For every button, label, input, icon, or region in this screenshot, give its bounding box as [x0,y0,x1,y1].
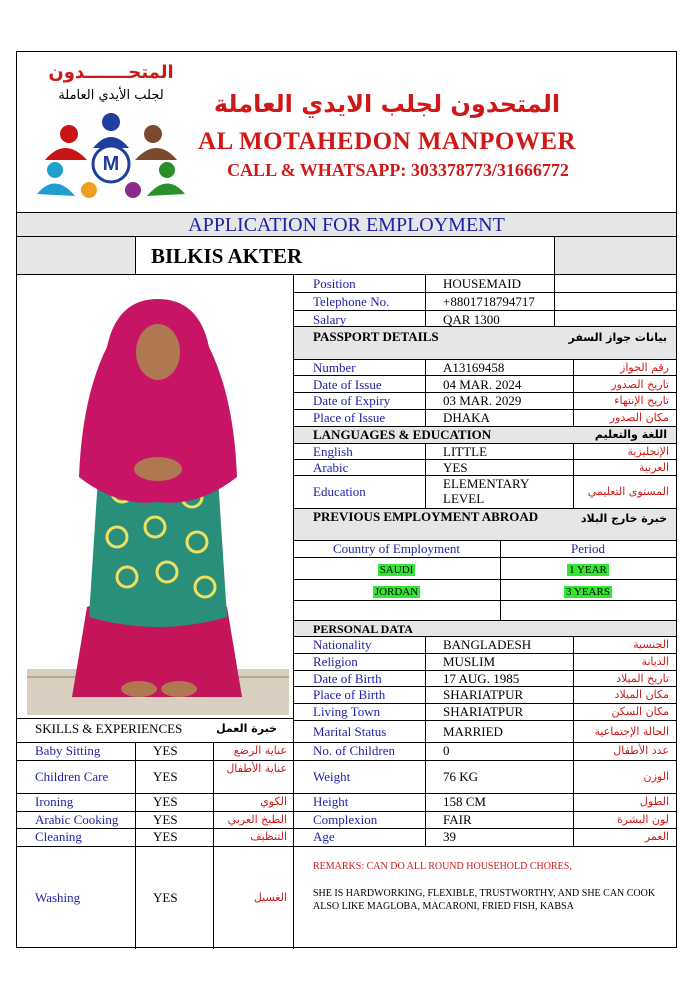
age-ar: العمر [644,830,669,843]
skills-heading: SKILLS & EXPERIENCES [35,721,183,736]
skills-heading-ar: خبرة العمل [216,722,277,735]
name-left-band [17,237,135,275]
employment-country-jordan: JORDAN [374,586,419,598]
position-value: HOUSEMAID [443,276,521,291]
marital-status-value: MARRIED [443,724,503,739]
employment-period-saudi: 1 YEAR [569,564,607,576]
birth-date-value: 17 AUG. 1985 [443,671,520,686]
place-of-issue-ar: مكان الصدور [609,411,669,424]
complexion-value: FAIR [443,812,472,827]
candidate-name: BILKIS AKTER [151,244,303,268]
children-ar: عدد الأطفال [613,744,669,757]
employment-country-saudi: SAUDI [379,564,414,576]
cleaning-ar: التنظيف [250,830,287,843]
weight-ar: الوزن [643,770,669,783]
application-form [16,51,677,948]
place-of-issue-value: DHAKA [443,410,490,425]
company-title-english: AL MOTAHEDON MANPOWER [197,128,577,155]
passport-heading: PASSPORT DETAILS [313,329,439,344]
candidate-photo [27,277,289,715]
arabic-cooking-value: YES [153,812,178,827]
age-value: 39 [443,829,456,844]
arabic-ar: العربية [638,461,669,474]
height-ar: الطول [639,795,669,808]
expiry-date-label: Date of Expiry [313,393,391,408]
religion-ar: الديانة [641,655,669,668]
washing-ar: الغسيل [253,891,287,904]
birth-place-ar: مكان الميلاد [614,688,669,701]
religion-value: MUSLIM [443,654,496,669]
company-logo [31,58,191,208]
height-value: 158 CM [443,794,486,809]
name-right-band [555,237,676,275]
logo-letter: M [102,153,120,175]
cleaning-label: Cleaning [35,829,82,844]
height-label: Height [313,794,349,809]
ironing-value: YES [153,794,178,809]
employment-row-1-period [500,560,676,578]
passport-number-value: A13169458 [443,360,505,375]
education-value: ELEMENTARY LEVEL [443,476,529,506]
employment-row-1-country [293,560,500,578]
application-title: APPLICATION FOR EMPLOYMENT [188,214,505,236]
telephone-value: +8801718794717 [443,294,535,309]
education-label: Education [313,484,366,499]
employment-country-header: Country of Employment [332,541,461,556]
personal-heading: PERSONAL DATA [313,622,413,636]
birth-date-label: Date of Birth [313,671,382,686]
position-label: Position [313,276,356,291]
complexion-label: Complexion [313,812,378,827]
living-town-ar: مكان السكن [611,705,669,718]
religion-label: Religion [313,654,358,669]
complexion-ar: لون البشرة [617,813,669,826]
arabic-label: Arabic [313,460,349,475]
telephone-label: Telephone No. [313,294,390,309]
english-label: English [313,444,353,459]
weight-value: 76 KG [443,769,479,784]
issue-date-value: 04 MAR. 2024 [443,377,522,392]
ironing-label: Ironing [35,794,74,809]
arabic-value: YES [443,460,468,475]
remarks-line1: REMARKS: CAN DO ALL ROUND HOUSEHOLD CHORES, [313,861,572,872]
salary-value: QAR 1300 [443,312,500,327]
employment-period-jordan: 3 YEARS [566,586,610,598]
salary-label: Salary [313,312,347,327]
logo-arabic-line1: المتحـــــــدون [48,62,174,83]
nationality-ar: الجنسية [633,638,669,651]
baby-sitting-label: Baby Sitting [35,743,101,758]
cleaning-value: YES [153,829,178,844]
languages-heading: LANGUAGES & EDUCATION [313,427,492,442]
age-label: Age [313,829,335,844]
company-title-arabic: المتحدون لجلب الايدي العاملة [213,90,561,118]
remarks-line2: SHE IS HARDWORKING, FLEXIBLE, TRUSTWORTHY, AND SHE CAN COOK ALSO LIKE MAGLOBA, MACARONI, FRIED FISH, KABSA [313,888,656,912]
arabic-cooking-label: Arabic Cooking [35,812,119,827]
issue-date-ar: تاريخ الصدور [611,378,669,391]
nationality-value: BANGLADESH [443,637,532,652]
employment-row-2-period [500,582,676,600]
company-contact: CALL & WHATSAPP: 303378773/31666772 [227,160,569,180]
employment-heading: PREVIOUS EMPLOYMENT ABROAD [313,509,539,524]
children-care-value: YES [153,769,178,784]
arabic-cooking-ar: الطبخ العربي [227,813,287,826]
baby-sitting-value: YES [153,743,178,758]
english-value: LITTLE [443,444,488,459]
logo-arabic-line2: لجلب الأيدي العاملة [58,88,164,103]
expiry-date-ar: تاريخ الإنتهاء [614,394,669,407]
issue-date-label: Date of Issue [313,377,382,392]
passport-number-label: Number [313,360,356,375]
weight-label: Weight [313,769,351,784]
washing-value: YES [153,890,178,905]
baby-sitting-ar: عناية الرضع [233,744,287,757]
marital-status-ar: الحالة الإجتماعية [594,725,669,738]
children-label: No. of Children [313,743,395,758]
education-ar: المستوى التعليمي [587,485,669,498]
languages-heading-ar: اللغة والتعليم [594,428,667,441]
employment-heading-ar: خبرة خارج البلاد [580,512,667,525]
washing-label: Washing [35,890,81,905]
birth-place-label: Place of Birth [313,687,386,702]
children-value: 0 [443,743,450,758]
living-town-value: SHARIATPUR [443,704,524,719]
expiry-date-value: 03 MAR. 2029 [443,393,522,408]
employment-row-2-country [293,582,500,600]
english-ar: الإنجليزية [627,445,669,458]
nationality-label: Nationality [313,637,372,652]
place-of-issue-label: Place of Issue [313,410,386,425]
marital-status-label: Marital Status [313,724,387,739]
passport-number-ar: رقم الجواز [620,361,669,374]
employment-period-header: Period [571,541,605,556]
ironing-ar: الكوي [260,795,287,808]
children-care-ar: عناية الأطفال [226,762,287,775]
living-town-label: Living Town [313,704,381,719]
birth-place-value: SHARIATPUR [443,687,524,702]
birth-date-ar: تاريخ الميلاد [616,672,669,685]
children-care-label: Children Care [35,769,109,784]
passport-heading-ar: بيانات جواز السفر [568,331,667,344]
